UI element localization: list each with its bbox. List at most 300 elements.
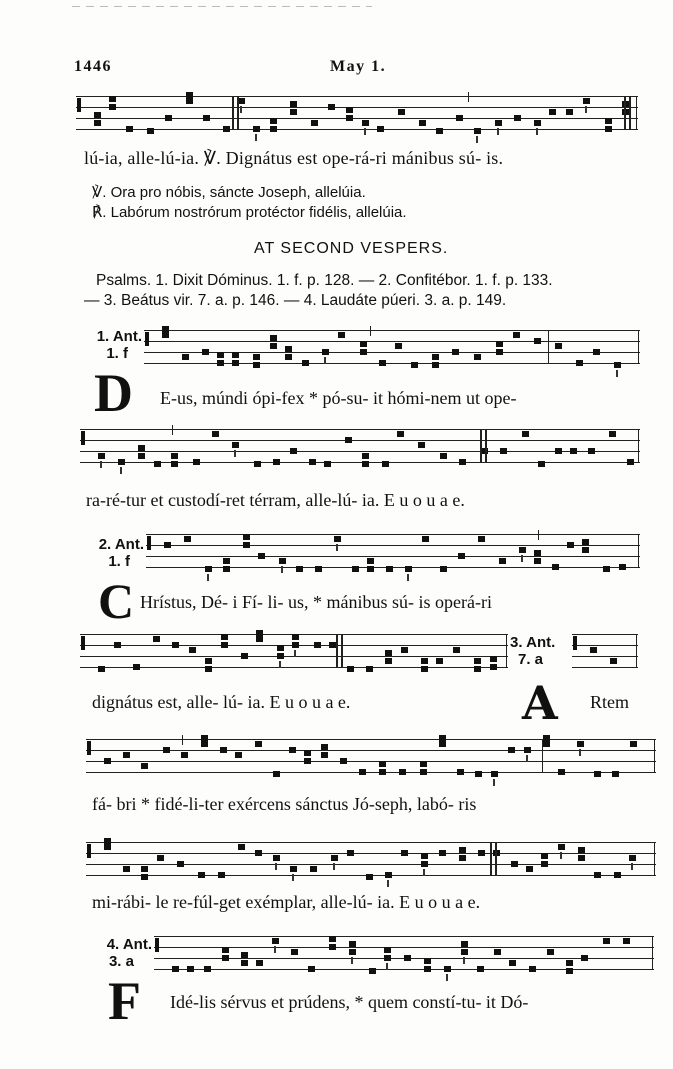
bar-line	[538, 530, 539, 540]
neume-note	[496, 341, 503, 347]
neume-note	[141, 763, 148, 769]
neume-note	[256, 636, 263, 642]
episema-mark	[560, 852, 562, 859]
episema-mark	[493, 779, 495, 786]
end-bar-line	[654, 842, 655, 875]
neume-note	[241, 653, 248, 659]
neume-note	[289, 747, 296, 753]
neume-note	[133, 664, 140, 670]
neume-note	[253, 126, 260, 132]
episema-mark	[333, 863, 335, 870]
neume-note	[345, 437, 352, 443]
neume-note	[534, 120, 541, 126]
neume-note	[577, 741, 584, 747]
neume-note	[308, 966, 315, 972]
staff-line	[86, 842, 656, 843]
neume-note	[201, 741, 208, 747]
neume-note	[439, 735, 446, 741]
staff-line	[154, 936, 654, 937]
neume-note	[255, 850, 262, 856]
neume-note	[477, 966, 484, 972]
neume-note	[223, 558, 230, 564]
neume-note	[529, 966, 536, 972]
neume-note	[401, 647, 408, 653]
response: ℟. Labórum nostrórum protéctor fidélis, allelúia.	[92, 204, 407, 221]
neume-note	[534, 558, 541, 564]
neume-note	[177, 861, 184, 867]
neume-note	[362, 120, 369, 126]
neume-note	[421, 658, 428, 664]
neume-note	[436, 658, 443, 664]
neume-note	[334, 536, 341, 542]
neume-note	[411, 362, 418, 368]
neume-note	[522, 431, 529, 437]
clef-icon	[87, 844, 91, 858]
neume-note	[360, 349, 367, 355]
music-staff-5	[80, 630, 508, 674]
neume-note	[424, 958, 431, 964]
neume-note	[104, 758, 111, 764]
neume-note	[126, 126, 133, 132]
neume-note	[304, 750, 311, 756]
neume-note	[138, 453, 145, 459]
neume-note	[212, 431, 219, 437]
neume-note	[543, 735, 550, 741]
neume-note	[566, 968, 573, 974]
neume-note	[594, 872, 601, 878]
neume-note	[458, 553, 465, 559]
staff-line	[76, 129, 638, 130]
staff-line	[86, 761, 656, 762]
neume-note	[241, 960, 248, 966]
end-bar-line	[638, 534, 639, 567]
episema-mark	[407, 574, 409, 581]
episema-mark	[423, 869, 425, 876]
neume-note	[162, 332, 169, 338]
neume-note	[314, 642, 321, 648]
episema-mark	[446, 974, 448, 981]
neume-note	[461, 949, 468, 955]
episema-mark	[536, 128, 538, 135]
neume-note	[588, 448, 595, 454]
episema-mark	[234, 450, 236, 457]
neume-note	[290, 101, 297, 107]
clef-icon	[573, 636, 577, 650]
antiphon-3-start: Rtem	[590, 692, 629, 712]
neume-note	[478, 850, 485, 856]
neume-note	[256, 630, 263, 636]
bar-line	[468, 92, 469, 102]
antiphon-2-label: 2. Ant. 1. f	[98, 536, 144, 570]
neume-note	[436, 128, 443, 134]
neume-note	[309, 459, 316, 465]
neume-note	[583, 98, 590, 104]
episema-mark	[294, 650, 296, 657]
bar-line	[490, 842, 492, 875]
neume-note	[221, 634, 228, 640]
neume-note	[420, 761, 427, 767]
neume-note	[324, 461, 331, 467]
neume-note	[123, 866, 130, 872]
bar-line	[480, 429, 482, 462]
neume-note	[379, 360, 386, 366]
staff-line	[572, 656, 638, 657]
neume-note	[329, 642, 336, 648]
neume-note	[440, 453, 447, 459]
neume-note	[382, 461, 389, 467]
neume-note	[360, 341, 367, 347]
neume-note	[474, 658, 481, 664]
neume-note	[163, 747, 170, 753]
music-staff-7	[86, 838, 656, 882]
bar-line	[341, 634, 343, 667]
neume-note	[104, 838, 111, 844]
neume-note	[534, 550, 541, 556]
bar-line	[624, 96, 626, 129]
neume-note	[405, 566, 412, 572]
antiphon-2-initial: C	[98, 573, 135, 629]
neume-note	[94, 112, 101, 118]
page-number: 1446	[74, 58, 112, 75]
neume-note	[457, 769, 464, 775]
neume-note	[541, 861, 548, 867]
lyrics-line-8: mi-rábi- le re-fúl-get exémplar, alle-lú- ia. E u o u a e.	[92, 892, 481, 912]
neume-note	[187, 966, 194, 972]
neume-note	[359, 769, 366, 775]
neume-note	[398, 109, 405, 115]
neume-note	[526, 866, 533, 872]
neume-note	[421, 861, 428, 867]
lyrics-line-1: lú-ia, alle-lú-ia. ℣. Dignátus est ope-rá-ri mánibus sú- is.	[84, 148, 504, 168]
neume-note	[474, 128, 481, 134]
psalms-line-1: Psalms. 1. Dixit Dóminus. 1. f. p. 128. — 2. Confitébor. 1. f. p. 133.	[96, 272, 553, 289]
neume-note	[474, 354, 481, 360]
versicle: ℣. Ora pro nóbis, sáncte Joseph, allelúia.	[92, 184, 366, 201]
neume-note	[440, 566, 447, 572]
staff-line	[154, 969, 654, 970]
neume-note	[220, 747, 227, 753]
neume-note	[203, 115, 210, 121]
section-heading: AT SECOND VESPERS.	[254, 240, 449, 257]
antiphon-2-text: Hrístus, Dé- i Fí- li- us, * mánibus sú- is operá-ri	[140, 592, 492, 612]
music-staff-6	[86, 735, 656, 779]
neume-note	[547, 949, 554, 955]
episema-mark	[207, 574, 209, 581]
neume-note	[292, 634, 299, 640]
neume-note	[243, 542, 250, 548]
antiphon-3-initial: A	[522, 676, 558, 730]
neume-note	[243, 534, 250, 540]
neume-note	[558, 769, 565, 775]
neume-note	[292, 642, 299, 648]
music-staff-4	[146, 530, 640, 574]
staff-line	[80, 429, 640, 430]
neume-note	[401, 850, 408, 856]
neume-note	[328, 104, 335, 110]
neume-note	[452, 349, 459, 355]
neume-note	[285, 354, 292, 360]
neume-note	[193, 459, 200, 465]
neume-note	[543, 741, 550, 747]
neume-note	[385, 658, 392, 664]
neume-note	[258, 553, 265, 559]
neume-note	[94, 120, 101, 126]
neume-note	[567, 542, 574, 548]
music-staff-2	[144, 326, 640, 370]
neume-note	[346, 115, 353, 121]
neume-note	[494, 949, 501, 955]
neume-note	[581, 955, 588, 961]
neume-note	[171, 453, 178, 459]
neume-note	[475, 771, 482, 777]
neume-note	[311, 120, 318, 126]
episema-mark	[521, 555, 523, 562]
clef-icon	[155, 938, 159, 952]
neume-note	[338, 332, 345, 338]
end-bar-line	[638, 330, 639, 363]
neume-note	[459, 855, 466, 861]
neume-note	[104, 844, 111, 850]
neume-note	[362, 461, 369, 467]
neume-note	[291, 949, 298, 955]
clef-icon	[87, 741, 91, 755]
neume-note	[629, 855, 636, 861]
neume-note	[172, 966, 179, 972]
neume-note	[123, 752, 130, 758]
end-bar-line	[638, 429, 639, 462]
staff-line	[144, 341, 640, 342]
neume-note	[315, 566, 322, 572]
neume-note	[109, 96, 116, 102]
neume-note	[386, 566, 393, 572]
neume-note	[186, 92, 193, 98]
neume-note	[273, 459, 280, 465]
neume-note	[630, 741, 637, 747]
neume-note	[418, 442, 425, 448]
episema-mark	[579, 749, 581, 756]
neume-note	[253, 362, 260, 368]
neume-note	[255, 741, 262, 747]
neume-note	[566, 960, 573, 966]
neume-note	[541, 853, 548, 859]
bar-line	[370, 326, 371, 336]
neume-note	[285, 346, 292, 352]
neume-note	[256, 960, 263, 966]
end-bar-line	[652, 936, 653, 969]
episema-mark	[497, 128, 499, 135]
neume-note	[439, 741, 446, 747]
episema-mark	[585, 106, 587, 113]
neume-note	[609, 431, 616, 437]
neume-note	[432, 354, 439, 360]
psalms-line-2: — 3. Beátus vir. 7. a. p. 146. — 4. Laudáte púeri. 3. a. p. 149.	[84, 292, 507, 309]
neume-note	[109, 104, 116, 110]
neume-note	[538, 461, 545, 467]
neume-note	[404, 955, 411, 961]
neume-note	[384, 947, 391, 953]
neume-note	[385, 650, 392, 656]
episema-mark	[240, 106, 242, 113]
neume-note	[349, 949, 356, 955]
staff-line	[146, 567, 640, 568]
neume-note	[238, 98, 245, 104]
neume-note	[347, 850, 354, 856]
neume-note	[272, 938, 279, 944]
bar-line	[336, 634, 338, 667]
episema-mark	[387, 880, 389, 887]
neume-note	[346, 107, 353, 113]
neume-note	[238, 844, 245, 850]
antiphon-1-label: 1. Ant. 1. f	[96, 328, 142, 362]
neume-note	[366, 874, 373, 880]
lyrics-line-6: dignátus est, alle- lú- ia. E u o u a e.	[92, 692, 351, 712]
staff-line	[86, 772, 656, 773]
neume-note	[582, 539, 589, 545]
episema-mark	[364, 128, 366, 135]
antiphon-3-label: 3. Ant. 7. a	[510, 634, 556, 668]
episema-mark	[292, 874, 294, 881]
neume-note	[496, 349, 503, 355]
neume-note	[369, 968, 376, 974]
end-bar-line	[636, 96, 637, 129]
bar-line	[232, 96, 234, 129]
neume-note	[138, 445, 145, 451]
neume-note	[384, 955, 391, 961]
episema-mark	[526, 755, 528, 762]
episema-mark	[386, 963, 388, 970]
neume-note	[367, 558, 374, 564]
neume-note	[304, 758, 311, 764]
antiphon-1-text: E-us, múndi ópi-fex * pó-su- it hómi-nem ut ope-	[160, 388, 517, 408]
staff-line	[86, 864, 656, 865]
neume-note	[593, 349, 600, 355]
staff-line	[86, 750, 656, 751]
neume-note	[582, 547, 589, 553]
neume-note	[172, 642, 179, 648]
neume-note	[290, 448, 297, 454]
neume-note	[114, 642, 121, 648]
neume-note	[499, 558, 506, 564]
neume-note	[270, 118, 277, 124]
neume-note	[509, 960, 516, 966]
neume-note	[205, 666, 212, 672]
neume-note	[279, 558, 286, 564]
antiphon-4-label: 4. Ant. 3. a	[106, 936, 152, 970]
neume-note	[605, 118, 612, 124]
neume-note	[456, 115, 463, 121]
neume-note	[277, 653, 284, 659]
neume-note	[379, 769, 386, 775]
neume-note	[459, 847, 466, 853]
neume-note	[171, 461, 178, 467]
neume-note	[362, 453, 369, 459]
episema-mark	[631, 863, 633, 870]
neume-note	[594, 771, 601, 777]
episema-mark	[274, 946, 276, 953]
episema-mark	[476, 136, 478, 143]
neume-note	[205, 658, 212, 664]
neume-note	[222, 955, 229, 961]
staff-line	[76, 107, 638, 108]
neume-note	[605, 126, 612, 132]
neume-note	[419, 120, 426, 126]
neume-note	[340, 758, 347, 764]
neume-note	[141, 874, 148, 880]
neume-note	[421, 853, 428, 859]
clef-icon	[81, 636, 85, 650]
neume-note	[566, 109, 573, 115]
staff-line	[76, 118, 638, 119]
neume-note	[614, 362, 621, 368]
staff-line	[146, 534, 640, 535]
neume-note	[603, 566, 610, 572]
neume-note	[614, 872, 621, 878]
neume-note	[154, 461, 161, 467]
neume-note	[329, 944, 336, 950]
end-bar-line	[636, 634, 637, 667]
neume-note	[296, 566, 303, 572]
antiphon-1-initial: D	[94, 363, 133, 423]
staff-line	[572, 645, 638, 646]
neume-note	[273, 855, 280, 861]
neume-note	[182, 354, 189, 360]
neume-note	[232, 442, 239, 448]
bar-line	[495, 842, 497, 875]
page-edge-marks	[72, 6, 372, 7]
neume-note	[367, 566, 374, 572]
neume-note	[217, 360, 224, 366]
neume-note	[490, 664, 497, 670]
neume-note	[395, 343, 402, 349]
neume-note	[552, 564, 559, 570]
neume-note	[270, 335, 277, 341]
end-bar-line	[654, 739, 655, 772]
episema-mark	[100, 461, 102, 468]
staff-line	[76, 96, 638, 97]
neume-note	[270, 343, 277, 349]
episema-mark	[351, 957, 353, 964]
episema-mark	[324, 357, 326, 364]
neume-note	[397, 431, 404, 437]
neume-note	[118, 459, 125, 465]
neume-note	[223, 566, 230, 572]
bar-line	[629, 96, 631, 129]
clef-icon	[145, 332, 149, 346]
neume-note	[235, 752, 242, 758]
neume-note	[385, 872, 392, 878]
neume-note	[459, 459, 466, 465]
neume-note	[420, 769, 427, 775]
neume-note	[98, 666, 105, 672]
neume-note	[184, 536, 191, 542]
staff-line	[86, 739, 656, 740]
staff-line	[80, 667, 508, 668]
neume-note	[205, 566, 212, 572]
neume-note	[141, 866, 148, 872]
episema-mark	[275, 863, 277, 870]
staff-line	[146, 556, 640, 557]
neume-note	[490, 656, 497, 662]
neume-note	[432, 362, 439, 368]
neume-note	[399, 769, 406, 775]
antiphon-4-initial: F	[108, 971, 141, 1031]
neume-note	[578, 855, 585, 861]
episema-mark	[616, 370, 618, 377]
neume-note	[204, 966, 211, 972]
neume-note	[241, 952, 248, 958]
staff-line	[572, 634, 638, 635]
neume-note	[290, 866, 297, 872]
